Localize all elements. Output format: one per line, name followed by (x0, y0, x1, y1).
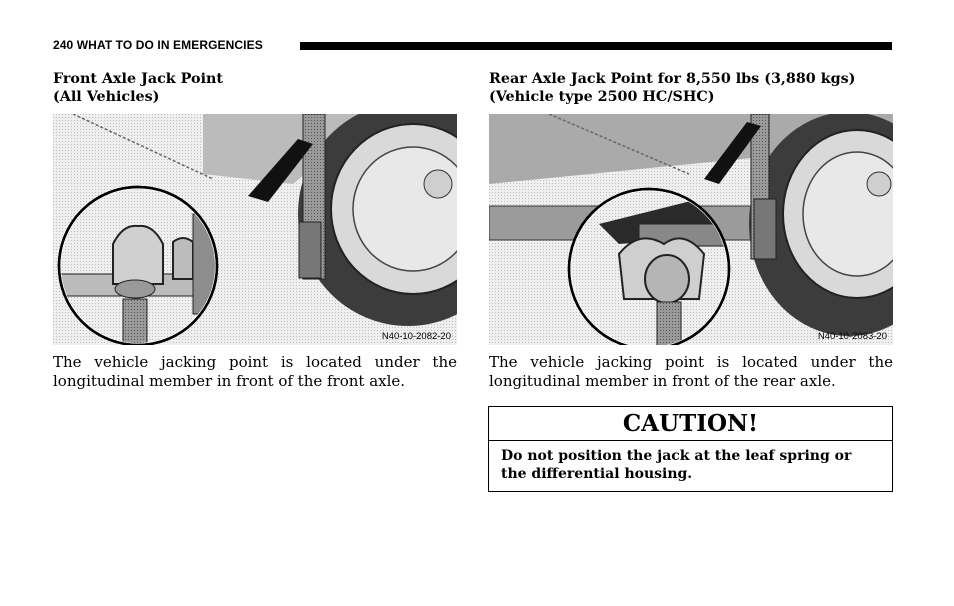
front-axle-description (53, 353, 457, 391)
front-figure-code: N40-10-2082-20 (381, 331, 451, 342)
front-axle-heading-line2: (All Vehicles) (53, 88, 160, 105)
front-axle-description-line1: The vehicle jacking point is located under the (53, 353, 457, 371)
rear-axle-heading-line2: (Vehicle type 2500 HC/SHC) (489, 88, 715, 105)
caution-text: Do not position the jack at the leaf spring or the differential housing. (501, 448, 852, 482)
caution-title: CAUTION! (489, 407, 892, 441)
caution-box (488, 406, 893, 492)
rear-axle-description-line1: The vehicle jacking point is located under the (489, 353, 893, 371)
rear-axle-section (489, 71, 893, 390)
rear-axle-description-line2: longitudinal member in front of the rear axle. (489, 372, 836, 390)
front-axle-heading-line1: Front Axle Jack Point (53, 71, 224, 87)
rear-axle-illustration-svg (489, 114, 893, 345)
front-axle-jack-point-illustration (53, 114, 457, 345)
rear-axle-heading (489, 71, 893, 107)
rear-figure-code: N40-10-2083-20 (817, 331, 887, 342)
rear-axle-description (489, 353, 893, 391)
rear-axle-jack-point-illustration (489, 114, 893, 345)
front-axle-heading (53, 71, 457, 107)
front-axle-description-line2: longitudinal member in front of the front axle. (53, 372, 406, 390)
rear-axle-heading-line1: Rear Axle Jack Point for 8,550 lbs (3,880 kgs) (489, 71, 856, 87)
page-number-section-title: 240 WHAT TO DO IN EMERGENCIES (53, 38, 263, 52)
front-axle-section (53, 71, 457, 390)
header-rule (300, 42, 892, 50)
page-header (53, 37, 892, 53)
front-axle-illustration-svg (53, 114, 457, 345)
